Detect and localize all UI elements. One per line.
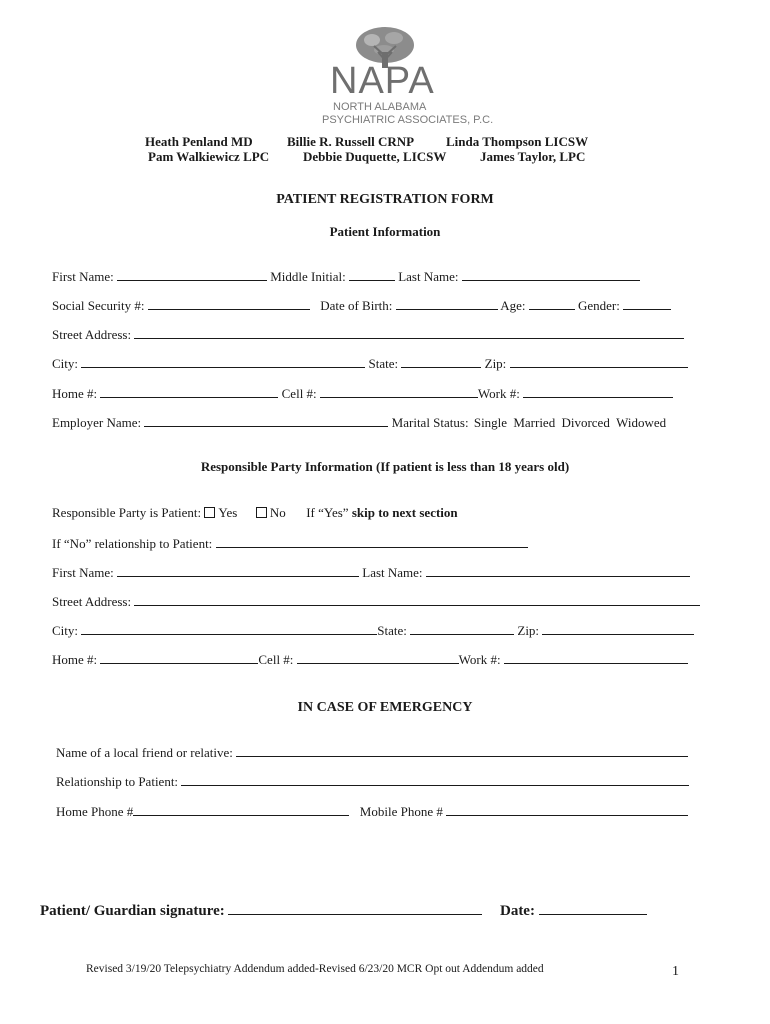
state-field[interactable] (401, 355, 481, 368)
no-checkbox[interactable] (256, 507, 267, 518)
patient-employer-row (52, 414, 666, 431)
rp-last-name-label: Last Name: (362, 565, 423, 580)
no-label: No (269, 505, 286, 520)
if-yes-label: If “Yes” (306, 505, 349, 520)
provider-name: Billie R. Russell CRNP (287, 134, 415, 149)
signature-label: Patient/ Guardian signature: (40, 903, 225, 919)
emergency-phone-row (56, 803, 688, 820)
street-label: Street Address: (52, 327, 132, 342)
is-patient-label: Responsible Party is Patient: (52, 505, 202, 520)
patient-ssn-row (52, 297, 671, 314)
form-title: PATIENT REGISTRATION FORM (276, 192, 494, 207)
rp-cell-field[interactable] (297, 651, 459, 664)
zip-label: Zip: (484, 356, 507, 371)
marital-option-widowed[interactable]: Widowed (616, 415, 667, 430)
responsible-relationship-row (52, 535, 528, 552)
responsible-section-heading: Responsible Party Information (If patient is less than 18 years old) (200, 459, 570, 474)
rp-work-label: Work #: (458, 652, 501, 667)
provider-name: Linda Thompson LICSW (446, 134, 589, 149)
relationship-label: If “No” relationship to Patient: (52, 536, 213, 551)
emergency-mobile-phone-label: Mobile Phone # (359, 804, 443, 819)
work-phone-field[interactable] (523, 385, 673, 398)
emergency-relationship-row (56, 773, 689, 790)
employer-field[interactable] (144, 414, 388, 427)
home-phone-label: Home #: (52, 386, 98, 401)
rp-street-label: Street Address: (52, 594, 132, 609)
signature-field[interactable] (228, 898, 482, 915)
responsible-city-row (52, 622, 694, 639)
home-phone-field[interactable] (100, 385, 278, 398)
yes-label: Yes (218, 505, 238, 520)
logo-acronym: NAPA (330, 60, 435, 102)
rp-work-field[interactable] (504, 651, 688, 664)
ssn-field[interactable] (148, 297, 310, 310)
first-name-field[interactable] (117, 268, 267, 281)
employer-label: Employer Name: (52, 415, 142, 430)
city-label: City: (52, 356, 79, 371)
rp-state-label: State: (377, 623, 407, 638)
last-name-label: Last Name: (398, 269, 459, 284)
marital-option-single[interactable]: Single (473, 415, 508, 430)
logo-line1: NORTH ALABAMA (333, 101, 427, 113)
revision-note: Revised 3/19/20 Telepsychiatry Addendum added-Revised 6/23/20 MCR Opt out Addendum added (86, 963, 544, 975)
patient-section-heading: Patient Information (329, 224, 441, 239)
responsible-street-row (52, 593, 700, 610)
emergency-section-heading: IN CASE OF EMERGENCY (297, 700, 473, 715)
work-phone-label: Work #: (477, 386, 520, 401)
patient-street-row (52, 326, 684, 343)
patient-name-row (52, 268, 640, 285)
city-field[interactable] (81, 355, 365, 368)
friend-label: Name of a local friend or relative: (56, 745, 233, 760)
emergency-home-phone-field[interactable] (133, 803, 349, 816)
emergency-relationship-field[interactable] (181, 773, 689, 786)
rp-first-name-field[interactable] (117, 564, 359, 577)
rp-street-field[interactable] (134, 593, 700, 606)
gender-label: Gender: (577, 298, 620, 313)
middle-initial-field[interactable] (349, 268, 395, 281)
middle-initial-label: Middle Initial: (270, 269, 346, 284)
emergency-home-phone-label: Home Phone # (56, 804, 134, 819)
gender-field[interactable] (623, 297, 671, 310)
responsible-is-patient-row (52, 505, 458, 521)
dob-field[interactable] (396, 297, 498, 310)
state-label: State: (368, 356, 399, 371)
rp-home-label: Home #: (52, 652, 98, 667)
page-number: 1 (672, 964, 679, 979)
patient-phone-row (52, 385, 673, 402)
signature-date-label: Date: (499, 903, 535, 919)
relationship-field[interactable] (216, 535, 528, 548)
cell-phone-label: Cell #: (281, 386, 317, 401)
marital-status-label: Marital Status: (391, 415, 469, 430)
rp-zip-label: Zip: (517, 623, 540, 638)
patient-city-row (52, 355, 688, 372)
rp-home-field[interactable] (100, 651, 258, 664)
rp-cell-label: Cell #: (258, 652, 294, 667)
provider-name: Debbie Duquette, LICSW (303, 149, 447, 164)
skip-instruction: skip to next section (351, 505, 458, 520)
cell-phone-field[interactable] (320, 385, 478, 398)
emergency-mobile-phone-field[interactable] (446, 803, 688, 816)
last-name-field[interactable] (462, 268, 640, 281)
rp-zip-field[interactable] (542, 622, 694, 635)
yes-checkbox[interactable] (204, 507, 215, 518)
provider-name: James Taylor, LPC (480, 149, 586, 164)
zip-field[interactable] (510, 355, 688, 368)
rp-first-name-label: First Name: (52, 565, 114, 580)
signature-row (40, 898, 647, 920)
responsible-phone-row (52, 651, 688, 668)
responsible-name-row (52, 564, 690, 581)
ssn-label: Social Security #: (52, 298, 145, 313)
rp-city-field[interactable] (81, 622, 377, 635)
street-field[interactable] (134, 326, 684, 339)
emergency-friend-row (56, 744, 688, 761)
rp-state-field[interactable] (410, 622, 514, 635)
rp-last-name-field[interactable] (426, 564, 690, 577)
friend-field[interactable] (236, 744, 688, 757)
rp-city-label: City: (52, 623, 79, 638)
provider-name: Pam Walkiewicz LPC (148, 149, 270, 164)
logo-line2: PSYCHIATRIC ASSOCIATES, P.C. (322, 114, 494, 126)
dob-label: Date of Birth: (320, 298, 393, 313)
provider-name: Heath Penland MD (145, 134, 253, 149)
no-option[interactable] (256, 505, 286, 520)
yes-option[interactable] (204, 505, 237, 520)
age-field[interactable] (529, 297, 575, 310)
age-label: Age: (500, 298, 526, 313)
first-name-label: First Name: (52, 269, 114, 284)
marital-option-divorced[interactable]: Divorced (561, 415, 610, 430)
emergency-relationship-label: Relationship to Patient: (56, 774, 179, 789)
signature-date-field[interactable] (539, 898, 647, 915)
marital-option-married[interactable]: Married (513, 415, 556, 430)
